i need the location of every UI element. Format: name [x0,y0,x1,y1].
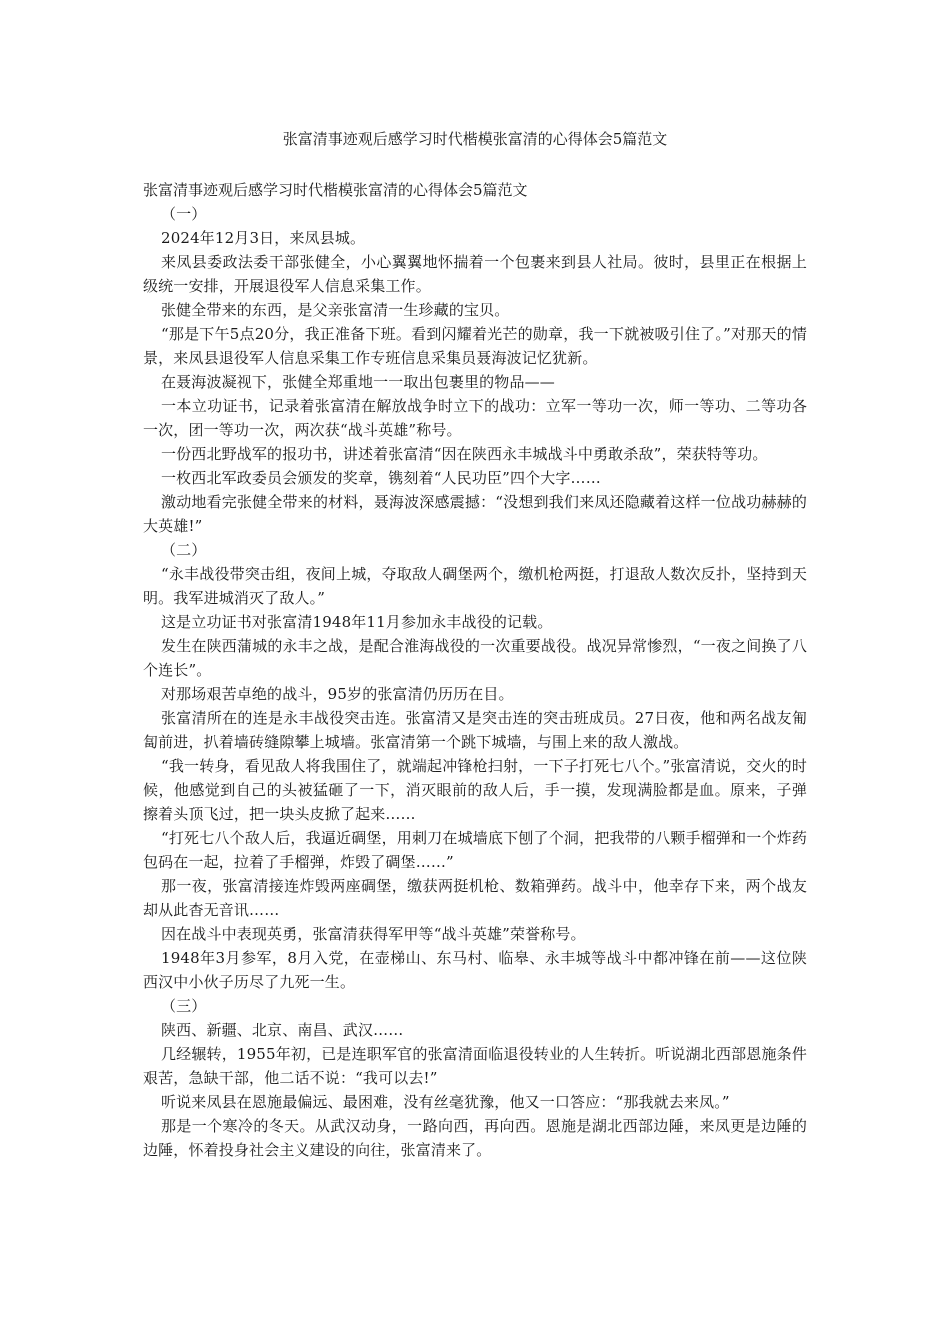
paragraph: （三） [161,997,207,1015]
document-title: 张富清事迹观后感学习时代楷模张富清的心得体会5篇范文 [282,130,668,148]
document-body [143,178,807,1162]
paragraph: （一） [161,205,207,223]
paragraph: 那一夜，张富清接连炸毁两座碉堡，缴获两挺机枪、数箱弹药。战斗中，他幸存下来，两个战友却从此杳无音讯…… [143,877,807,919]
document-subtitle: 张富清事迹观后感学习时代楷模张富清的心得体会5篇范文 [143,181,528,199]
paragraph: 对那场艰苦卓绝的战斗，95岁的张富清仍历历在目。 [161,685,514,703]
paragraph: 2024年12月3日，来凤县城。 [161,229,366,247]
paragraph: 陕西、新疆、北京、南昌、武汉…… [161,1021,404,1039]
paragraph: “我一转身，看见敌人将我围住了，就端起冲锋枪扫射，一下子打死七八个。”张富清说，交火的时候，他感觉到自己的头被猛砸了一下，消灭眼前的敌人后，手一摸，发现满脸都是血。原来，子弹擦着头顶飞过，把一块头皮掀了起来…… [143,757,807,823]
paragraph: 张健全带来的东西，是父亲张富清一生珍藏的宝贝。 [161,301,510,319]
paragraph: 1948年3月参军，8月入党，在壶梯山、东马村、临皋、永丰城等战斗中都冲锋在前——这位陕西汉中小伙子历尽了九死一生。 [143,949,807,991]
paragraph: 一枚西北军政委员会颁发的奖章，镌刻着“人民功臣”四个大字…… [161,469,601,487]
paragraph: 一份西北野战军的报功书，讲述着张富清“因在陕西永丰城战斗中勇敢杀敌”，荣获特等功。 [161,445,768,463]
paragraph: 那是一个寒冷的冬天。从武汉动身，一路向西，再向西。恩施是湖北西部边陲，来凤更是边陲的边陲，怀着投身社会主义建设的向往，张富清来了。 [143,1117,807,1159]
paragraph: 这是立功证书对张富清1948年11月参加永丰战役的记载。 [161,613,553,631]
paragraph: （二） [161,541,207,559]
paragraph: 因在战斗中表现英勇，张富清获得军甲等“战斗英雄”荣誉称号。 [161,925,586,943]
paragraph: 发生在陕西蒲城的永丰之战，是配合淮海战役的一次重要战役。战况异常惨烈，“一夜之间换了八个连长”。 [143,637,807,679]
paragraph: 来凤县委政法委干部张健全，小心翼翼地怀揣着一个包裹来到县人社局。彼时，县里正在根据上级统一安排，开展退役军人信息采集工作。 [143,253,807,295]
paragraph: 张富清所在的连是永丰战役突击连。张富清又是突击连的突击班成员。27日夜，他和两名战友匍匐前进，扒着墙砖缝隙攀上城墙。张富清第一个跳下城墙，与围上来的敌人激战。 [143,709,807,751]
paragraph: 激动地看完张健全带来的材料，聂海波深感震撼：“没想到我们来凤还隐藏着这样一位战功赫赫的大英雄!” [143,493,807,535]
paragraph: 几经辗转，1955年初，已是连职军官的张富清面临退役转业的人生转折。听说湖北西部恩施条件艰苦，急缺干部，他二话不说：“我可以去!” [143,1045,807,1087]
paragraph: “打死七八个敌人后，我逼近碉堡，用刺刀在城墙底下刨了个洞，把我带的八颗手榴弹和一个炸药包码在一起，拉着了手榴弹，炸毁了碉堡……” [143,829,807,871]
paragraph: 一本立功证书，记录着张富清在解放战争时立下的战功：立军一等功一次，师一等功、二等功各一次，团一等功一次，两次获“战斗英雄”称号。 [143,397,807,439]
paragraph: 听说来凤县在恩施最偏远、最困难，没有丝毫犹豫，他又一口答应：“那我就去来凤。” [161,1093,730,1111]
paragraph: “永丰战役带突击组，夜间上城，夺取敌人碉堡两个，缴机枪两挺，打退敌人数次反扑，坚持到天明。我军进城消灭了敌人。” [143,565,807,607]
paragraph: 在聂海波凝视下，张健全郑重地一一取出包裹里的物品—— [161,373,555,391]
paragraph: “那是下午5点20分，我正准备下班。看到闪耀着光芒的勋章，我一下就被吸引住了。”对那天的情景，来凤县退役军人信息采集工作专班信息采集员聂海波记忆犹新。 [143,325,807,367]
